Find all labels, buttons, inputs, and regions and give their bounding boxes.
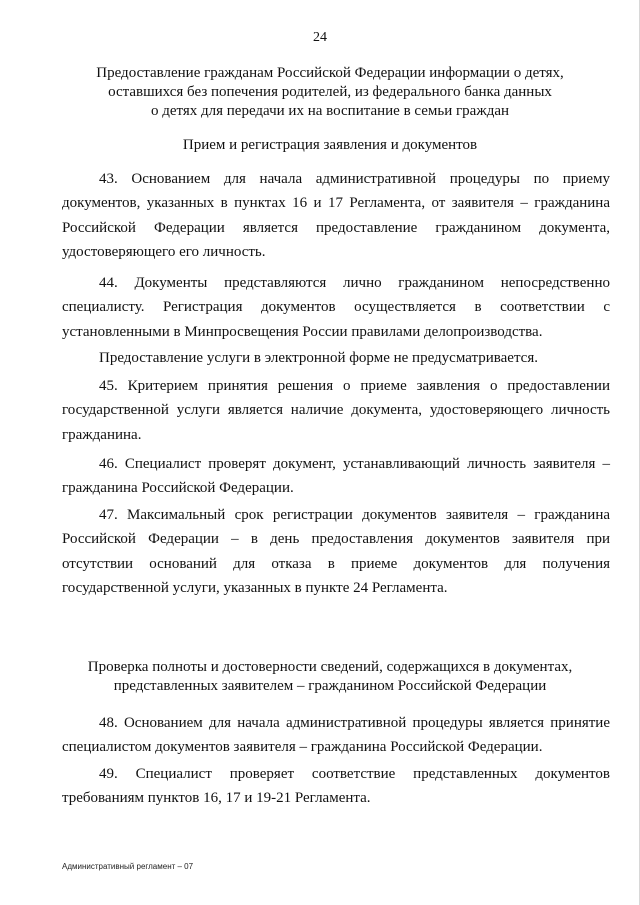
section-title-verification <box>70 658 590 696</box>
paragraph-48: 48. Основанием для начала административной процедуры является принятие специалистом документов заявителя – гражданина Российской Федерации. <box>62 715 610 756</box>
paragraph-44-electronic: Предоставление услуги в электронной форме не предусматривается. <box>99 350 538 366</box>
section-title-line: Предоставление гражданам Российской Федерации информации о детях, <box>96 65 564 81</box>
section-title-information <box>80 64 580 121</box>
paragraph-46: 46. Специалист проверят документ, устанавливающий личность заявителя – гражданина Российской Федерации. <box>62 456 610 497</box>
subsection-title-line: Прием и регистрация заявления и документов <box>182 137 478 153</box>
section-title-line: оставшихся без попечения родителей, из федерального банка данных <box>108 84 552 100</box>
section-title-line: Проверка полноты и достоверности сведений, содержащихся в документах, <box>87 659 573 675</box>
subsection-title-reception <box>80 136 580 155</box>
footer-document-code: Административный регламент – 07 <box>62 862 194 871</box>
section-title-line: о детях для передачи их на воспитание в семьи граждан <box>150 103 510 119</box>
page-number: 24 <box>313 30 327 45</box>
paragraph-45: 45. Критерием принятия решения о приеме заявления о предоставлении государственной услуги является наличие документа, удостоверяющего личность гражданина. <box>62 378 610 443</box>
section-title-line: представленных заявителем – гражданином Российской Федерации <box>113 678 547 694</box>
paragraph-43: 43. Основанием для начала административной процедуры по приему документов, указанных в пунктах 16 и 17 Регламента, от заявителя – гражданина Российской Федерации является предоставление гражданином документа, удостоверяющего его личность. <box>62 171 610 260</box>
paragraph-44: 44. Документы представляются лично гражданином непосредственно специалисту. Регистрация документов осуществляется в соответствии с установленными в Минпросвещения России правилами делопроизводства. <box>62 275 610 340</box>
paragraph-49: 49. Специалист проверяет соответствие представленных документов требованиям пунктов 16, 17 и 19-21 Регламента. <box>62 766 610 807</box>
paragraph-47: 47. Максимальный срок регистрации документов заявителя – гражданина Российской Федерации – в день предоставления документов заявителя при отсутствии оснований для отказа в приеме документов для получения государственной услуги, указанных в пункте 24 Регламента. <box>62 507 610 596</box>
